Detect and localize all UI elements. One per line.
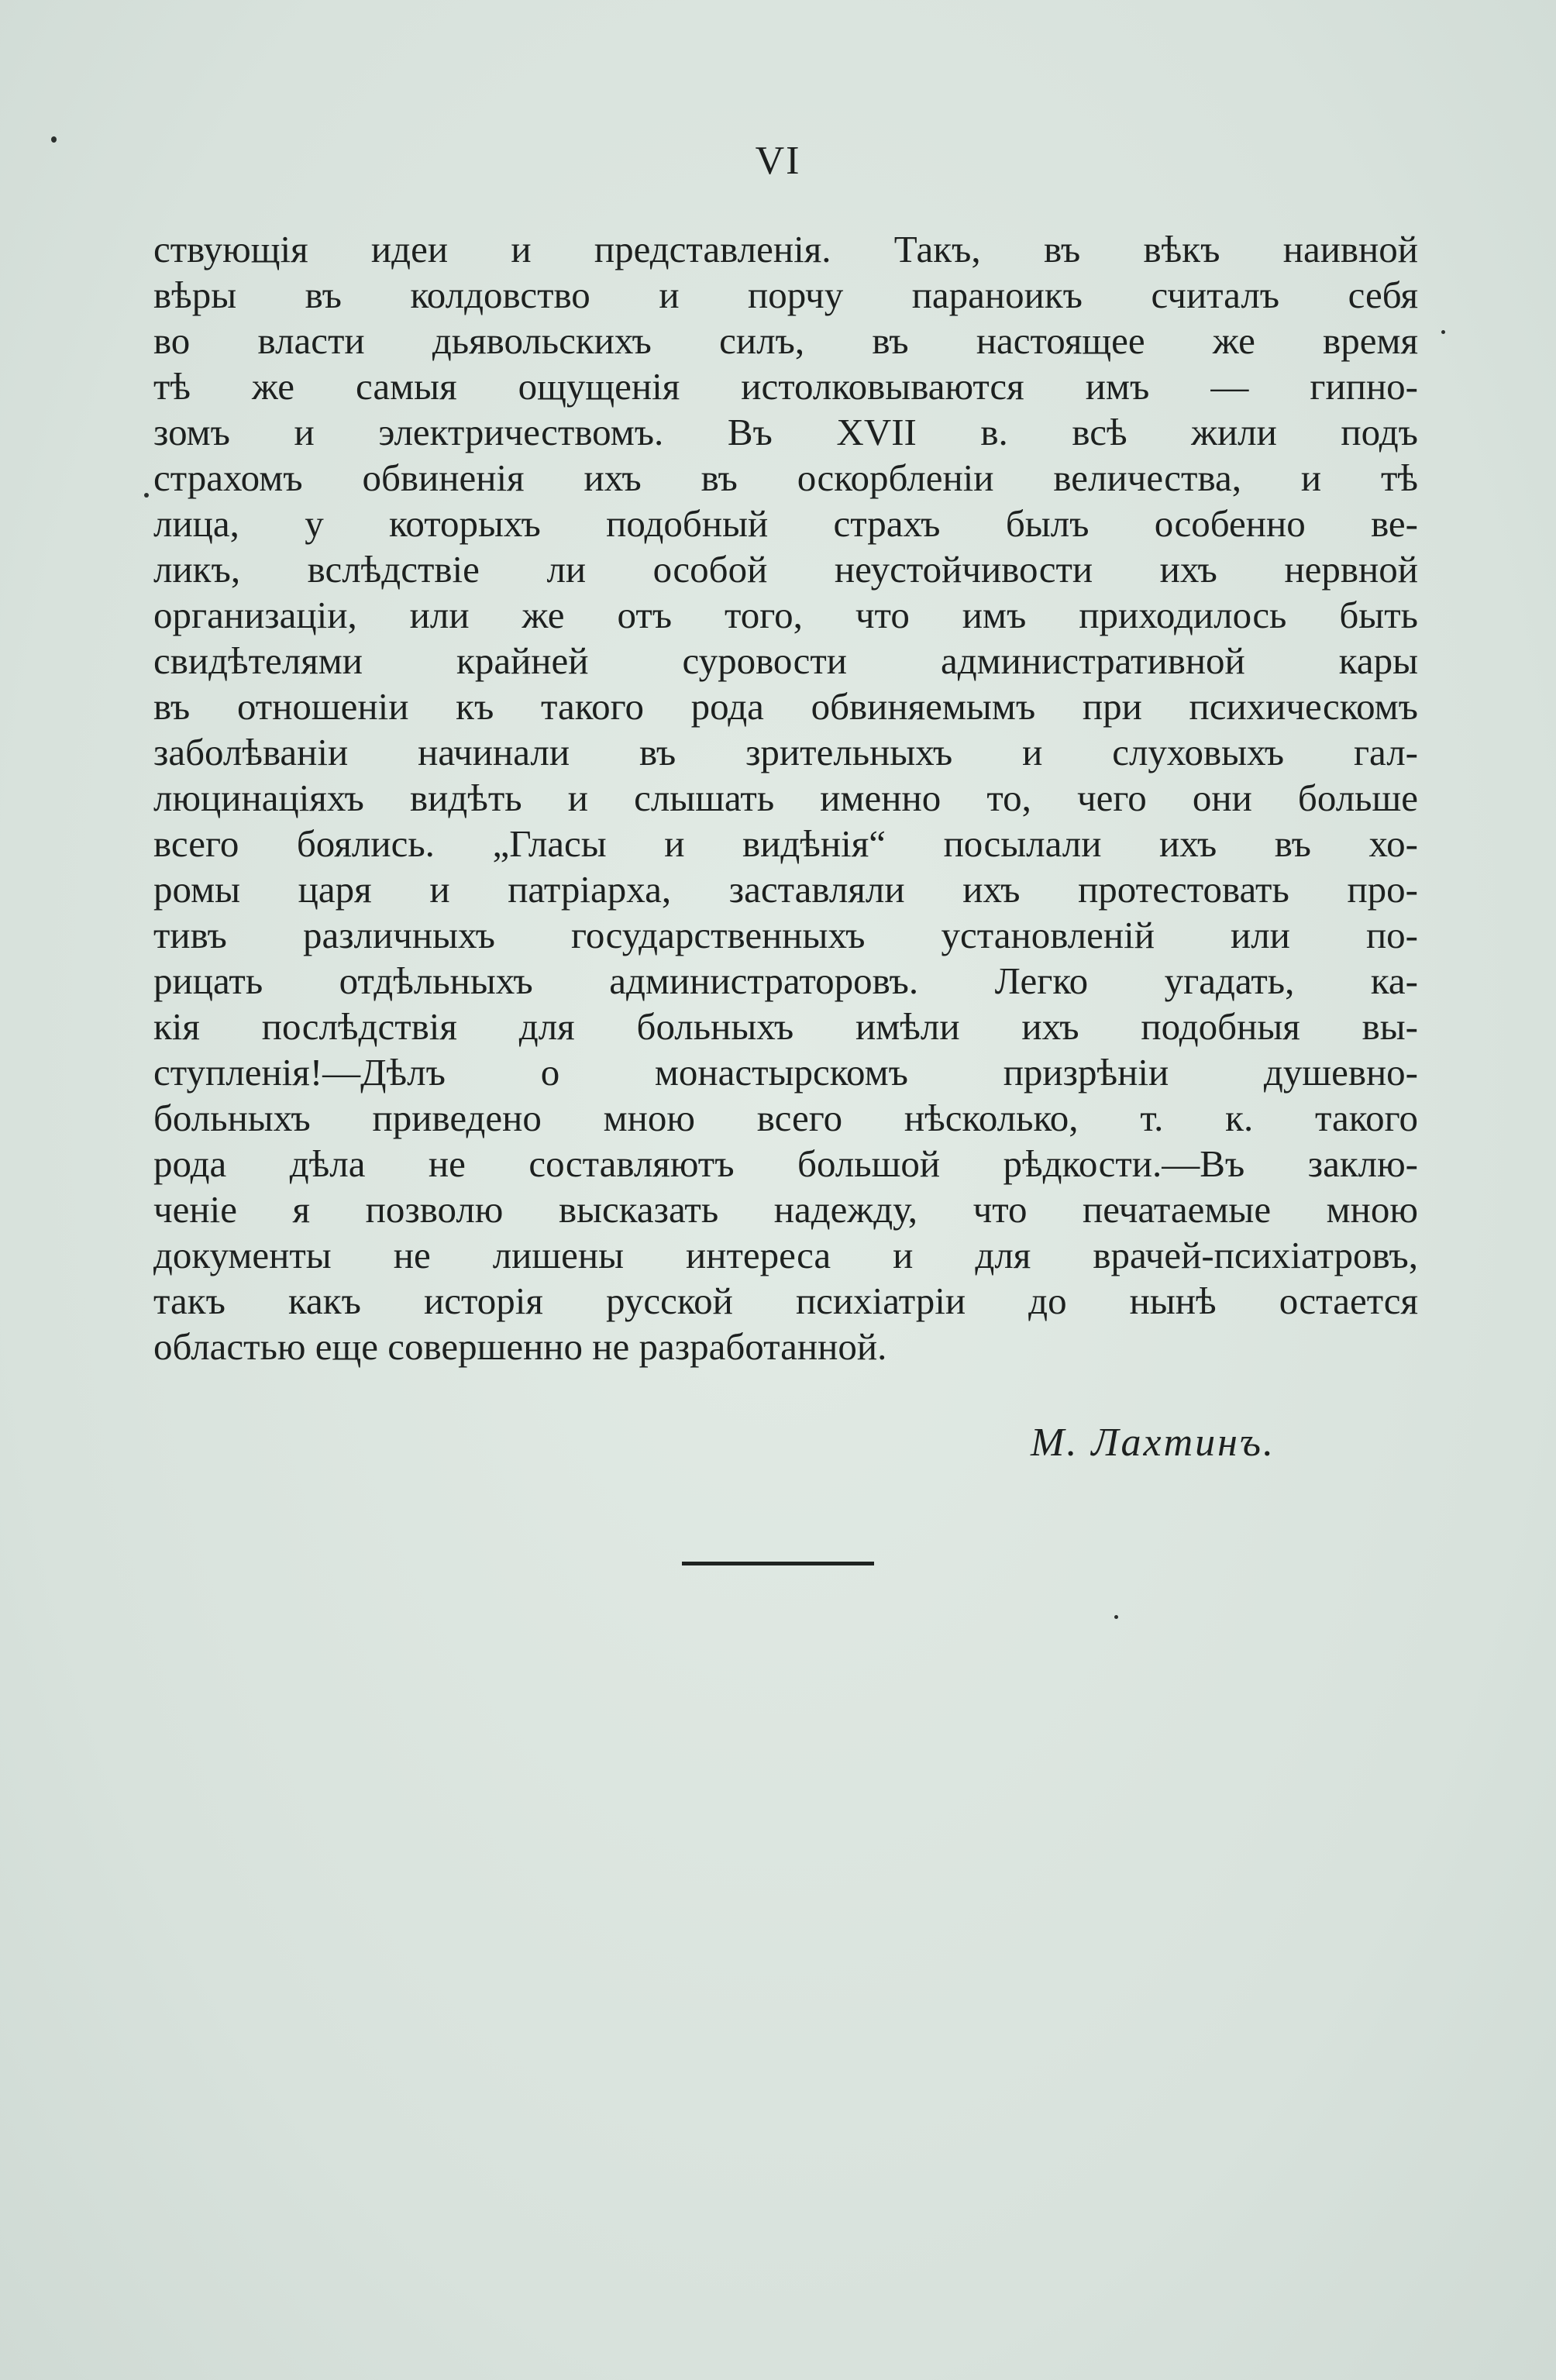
text-line: ромы царя и патріарха, заставляли ихъ протестовать про-: [153, 868, 1418, 911]
body-text: [153, 226, 1418, 1369]
text-line: документы не лишены интереса и для врачей-психіатровъ,: [153, 1234, 1418, 1276]
text-line: такъ какъ исторія русской психіатріи до нынѣ остается: [153, 1280, 1418, 1322]
text-line: ликъ, вслѣдствіе ли особой неустойчивости ихъ нервной: [153, 548, 1418, 591]
text-line: свидѣтелями крайней суровости административной кары: [153, 639, 1418, 682]
text-line: вѣры въ колдовство и порчу параноикъ считалъ себя: [153, 274, 1418, 316]
text-line: рода дѣла не составляютъ большой рѣдкости.—Въ заклю-: [153, 1142, 1418, 1185]
print-speck: [51, 136, 57, 143]
text-line: тивъ различныхъ государственныхъ установленій или по-: [153, 914, 1418, 956]
text-line: въ отношеніи къ такого рода обвиняемымъ при психическомъ: [153, 685, 1418, 728]
text-line: тѣ же самыя ощущенія истолковываются имъ — гипно-: [153, 365, 1418, 408]
text-line: ствующія идеи и представленія. Такъ, въ вѣкъ наивной: [153, 228, 1418, 270]
text-line: страхомъ обвиненія ихъ въ оскорбленіи величества, и тѣ: [153, 456, 1418, 499]
text-line: кія послѣдствія для больныхъ имѣли ихъ подобныя вы-: [153, 1005, 1418, 1048]
text-line: больныхъ приведено мною всего нѣсколько, т. к. такого: [153, 1097, 1418, 1139]
text-line: зомъ и электричествомъ. Въ XVII в. всѣ жили подъ: [153, 411, 1418, 453]
print-speck: [1114, 1615, 1118, 1619]
text-line: заболѣваніи начинали въ зрительныхъ и слуховыхъ гал-: [153, 731, 1418, 773]
closing-rule: [682, 1562, 874, 1565]
print-speck: [144, 493, 149, 498]
text-line: во власти дьявольскихъ силъ, въ настоящее же время: [153, 319, 1418, 362]
text-line: ступленія!—Дѣлъ о монастырскомъ призрѣніи душевно-: [153, 1051, 1418, 1094]
text-line: ченіе я позволю высказать надежду, что печатаемые мною: [153, 1188, 1418, 1231]
text-line: областью еще совершенно не разработанной.: [153, 1325, 887, 1368]
text-line: лица, у которыхъ подобный страхъ былъ особенно ве-: [153, 502, 1418, 545]
page-number: VI: [755, 139, 801, 183]
text-line: всего боялись. „Гласы и видѣнія“ посылали ихъ въ хо-: [153, 822, 1418, 865]
author-signature: М. Лахтинъ.: [1031, 1421, 1275, 1465]
print-speck: [1441, 330, 1445, 334]
text-line: люцинаціяхъ видѣть и слышать именно то, чего они больше: [153, 777, 1418, 819]
text-line: организаціи, или же отъ того, что имъ приходилось быть: [153, 594, 1418, 636]
text-line: рицать отдѣльныхъ администраторовъ. Легко угадать, ка-: [153, 959, 1418, 1002]
